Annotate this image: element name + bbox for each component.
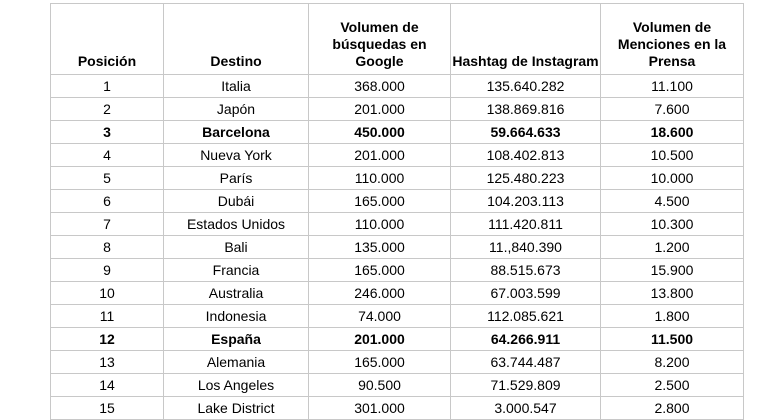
cell-destino: Los Angeles — [164, 374, 309, 397]
table-row — [51, 190, 744, 213]
cell-destino: París — [164, 167, 309, 190]
table-row — [51, 351, 744, 374]
cell-instagram-hashtag: 63.744.487 — [451, 351, 601, 374]
cell-destino: Nueva York — [164, 144, 309, 167]
table-row — [51, 397, 744, 420]
table-body — [51, 75, 744, 420]
cell-destino: España — [164, 328, 309, 351]
table-row — [51, 98, 744, 121]
cell-posicion: 4 — [51, 144, 164, 167]
cell-destino: Dubái — [164, 190, 309, 213]
cell-destino: Australia — [164, 282, 309, 305]
cell-posicion: 3 — [51, 121, 164, 144]
cell-press-mentions: 1.800 — [601, 305, 744, 328]
cell-google-searches: 165.000 — [309, 259, 451, 282]
cell-instagram-hashtag: 64.266.911 — [451, 328, 601, 351]
destinations-ranking-table — [50, 3, 744, 420]
cell-posicion: 5 — [51, 167, 164, 190]
table-row — [51, 328, 744, 351]
header-posicion: Posición — [51, 4, 164, 75]
cell-press-mentions: 1.200 — [601, 236, 744, 259]
cell-posicion: 11 — [51, 305, 164, 328]
cell-google-searches: 165.000 — [309, 351, 451, 374]
cell-press-mentions: 10.000 — [601, 167, 744, 190]
cell-destino: Indonesia — [164, 305, 309, 328]
table-row — [51, 75, 744, 98]
cell-google-searches: 90.500 — [309, 374, 451, 397]
cell-posicion: 13 — [51, 351, 164, 374]
cell-google-searches: 301.000 — [309, 397, 451, 420]
cell-press-mentions: 10.500 — [601, 144, 744, 167]
cell-press-mentions: 4.500 — [601, 190, 744, 213]
cell-instagram-hashtag: 71.529.809 — [451, 374, 601, 397]
cell-press-mentions: 2.500 — [601, 374, 744, 397]
cell-instagram-hashtag: 59.664.633 — [451, 121, 601, 144]
cell-google-searches: 110.000 — [309, 167, 451, 190]
header-destino: Destino — [164, 4, 309, 75]
cell-press-mentions: 11.500 — [601, 328, 744, 351]
cell-posicion: 15 — [51, 397, 164, 420]
cell-google-searches: 201.000 — [309, 98, 451, 121]
header-google-searches: Volumen de búsquedas en Google — [309, 4, 451, 75]
header-press-mentions: Volumen de Menciones en la Prensa — [601, 4, 744, 75]
table-row — [51, 213, 744, 236]
cell-instagram-hashtag: 88.515.673 — [451, 259, 601, 282]
cell-google-searches: 135.000 — [309, 236, 451, 259]
cell-destino: Francia — [164, 259, 309, 282]
cell-press-mentions: 18.600 — [601, 121, 744, 144]
cell-destino: Italia — [164, 75, 309, 98]
cell-posicion: 2 — [51, 98, 164, 121]
cell-google-searches: 165.000 — [309, 190, 451, 213]
cell-posicion: 14 — [51, 374, 164, 397]
cell-instagram-hashtag: 108.402.813 — [451, 144, 601, 167]
cell-instagram-hashtag: 111.420.811 — [451, 213, 601, 236]
cell-instagram-hashtag: 135.640.282 — [451, 75, 601, 98]
cell-posicion: 12 — [51, 328, 164, 351]
cell-instagram-hashtag: 125.480.223 — [451, 167, 601, 190]
table-row — [51, 374, 744, 397]
cell-press-mentions: 11.100 — [601, 75, 744, 98]
cell-instagram-hashtag: 11.,840.390 — [451, 236, 601, 259]
cell-destino: Barcelona — [164, 121, 309, 144]
cell-press-mentions: 15.900 — [601, 259, 744, 282]
cell-posicion: 7 — [51, 213, 164, 236]
cell-posicion: 10 — [51, 282, 164, 305]
cell-google-searches: 74.000 — [309, 305, 451, 328]
table-row — [51, 259, 744, 282]
cell-instagram-hashtag: 104.203.113 — [451, 190, 601, 213]
cell-posicion: 8 — [51, 236, 164, 259]
table-row — [51, 282, 744, 305]
cell-instagram-hashtag: 67.003.599 — [451, 282, 601, 305]
table-row — [51, 305, 744, 328]
cell-google-searches: 110.000 — [309, 213, 451, 236]
cell-posicion: 9 — [51, 259, 164, 282]
cell-posicion: 6 — [51, 190, 164, 213]
cell-instagram-hashtag: 112.085.621 — [451, 305, 601, 328]
cell-google-searches: 201.000 — [309, 328, 451, 351]
cell-press-mentions: 8.200 — [601, 351, 744, 374]
cell-instagram-hashtag: 138.869.816 — [451, 98, 601, 121]
cell-google-searches: 368.000 — [309, 75, 451, 98]
table-row — [51, 167, 744, 190]
cell-destino: Alemania — [164, 351, 309, 374]
cell-google-searches: 201.000 — [309, 144, 451, 167]
cell-destino: Japón — [164, 98, 309, 121]
cell-press-mentions: 7.600 — [601, 98, 744, 121]
table-row — [51, 121, 744, 144]
cell-destino: Bali — [164, 236, 309, 259]
cell-press-mentions: 13.800 — [601, 282, 744, 305]
cell-google-searches: 246.000 — [309, 282, 451, 305]
table-row — [51, 144, 744, 167]
cell-google-searches: 450.000 — [309, 121, 451, 144]
table-header-row — [51, 4, 744, 75]
cell-destino: Lake District — [164, 397, 309, 420]
header-instagram-hashtag: Hashtag de Instagram — [451, 4, 601, 75]
table-row — [51, 236, 744, 259]
cell-instagram-hashtag: 3.000.547 — [451, 397, 601, 420]
cell-destino: Estados Unidos — [164, 213, 309, 236]
cell-press-mentions: 10.300 — [601, 213, 744, 236]
cell-press-mentions: 2.800 — [601, 397, 744, 420]
cell-posicion: 1 — [51, 75, 164, 98]
